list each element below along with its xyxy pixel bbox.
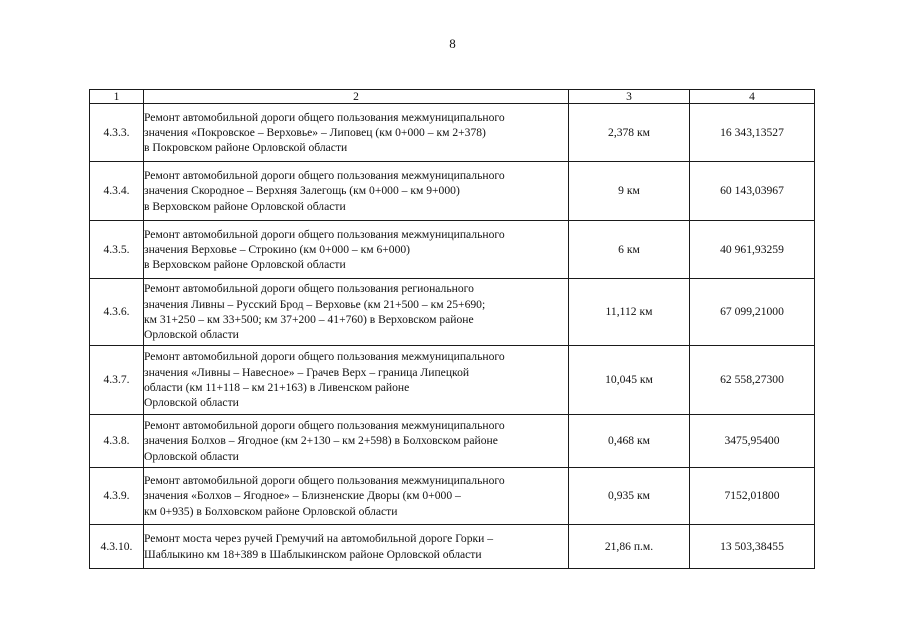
table-row bbox=[90, 468, 815, 525]
description-line: км 31+250 – км 33+500; км 37+200 – 41+760) в Верховском районе bbox=[144, 313, 474, 326]
description-line: в Покровском районе Орловской области bbox=[144, 141, 348, 155]
table-header-row bbox=[90, 90, 815, 104]
row-amount-cell: 60 143,03967 bbox=[690, 162, 815, 221]
row-quantity-cell: 11,112 км bbox=[569, 279, 690, 346]
description-line: области (км 11+118 – км 21+163) в Ливенском районе bbox=[144, 381, 410, 394]
row-quantity-cell: 21,86 п.м. bbox=[569, 525, 690, 569]
description-line: Ремонт автомобильной дороги общего пользования межмуниципального bbox=[144, 419, 505, 433]
description-line: Ремонт автомобильной дороги общего пользования межмуниципального bbox=[144, 474, 505, 488]
description-line: Орловской области bbox=[144, 328, 239, 342]
row-number-cell: 4.3.8. bbox=[90, 415, 144, 468]
description-line: значения «Ливны – Навесное» – Грачев Верх – граница Липецкой bbox=[144, 365, 470, 379]
table-row bbox=[90, 279, 815, 346]
row-number-cell: 4.3.6. bbox=[90, 279, 144, 346]
row-description-cell bbox=[144, 346, 569, 415]
table-row bbox=[90, 162, 815, 221]
row-number-cell: 4.3.9. bbox=[90, 468, 144, 525]
description-line: Ремонт автомобильной дороги общего пользования межмуниципального bbox=[144, 169, 505, 183]
description-line: значения «Покровское – Верховье» – Липовец (км 0+000 – км 2+378) bbox=[144, 125, 486, 139]
table-row bbox=[90, 525, 815, 569]
description-line: значения Верховье – Строкино (км 0+000 – км 6+000) bbox=[144, 242, 411, 256]
description-line: Шаблыкино км 18+389 в Шаблыкинском районе Орловской области bbox=[144, 547, 482, 561]
description-line: Орловской области bbox=[144, 449, 239, 463]
row-quantity-cell: 0,935 км bbox=[569, 468, 690, 525]
row-description-cell bbox=[144, 162, 569, 221]
row-number-cell: 4.3.4. bbox=[90, 162, 144, 221]
description-line: Ремонт автомобильной дороги общего пользования межмуниципального bbox=[144, 350, 505, 364]
row-amount-cell: 16 343,13527 bbox=[690, 104, 815, 162]
description-line: в Верховском районе Орловской области bbox=[144, 258, 346, 272]
table-row bbox=[90, 104, 815, 162]
table-row bbox=[90, 346, 815, 415]
header-cell-col4: 4 bbox=[690, 90, 815, 104]
row-quantity-cell: 10,045 км bbox=[569, 346, 690, 415]
page-number: 8 bbox=[449, 36, 456, 51]
description-line: значения Болхов – Ягодное (км 2+130 – км 2+598) в Болховском районе bbox=[144, 434, 498, 448]
description-line: в Верховском районе Орловской области bbox=[144, 199, 346, 213]
row-description-cell bbox=[144, 525, 569, 569]
row-amount-cell: 7152,01800 bbox=[690, 468, 815, 525]
row-amount-cell: 3475,95400 bbox=[690, 415, 815, 468]
row-description-cell bbox=[144, 468, 569, 525]
row-quantity-cell: 9 км bbox=[569, 162, 690, 221]
description-line: Ремонт моста через ручей Гремучий на автомобильной дороге Горки – bbox=[144, 532, 494, 546]
header-cell-col1: 1 bbox=[90, 90, 144, 104]
description-line: значения Скородное – Верхняя Залегощь (км 0+000 – км 9+000) bbox=[144, 184, 460, 198]
row-amount-cell: 40 961,93259 bbox=[690, 221, 815, 279]
description-line: значения Ливны – Русский Брод – Верховье (км 21+500 – км 25+690; bbox=[144, 297, 486, 311]
table-row bbox=[90, 221, 815, 279]
row-amount-cell: 13 503,38455 bbox=[690, 525, 815, 569]
row-number-cell: 4.3.5. bbox=[90, 221, 144, 279]
header-cell-col3: 3 bbox=[569, 90, 690, 104]
row-amount-cell: 67 099,21000 bbox=[690, 279, 815, 346]
row-description-cell bbox=[144, 279, 569, 346]
description-line: Ремонт автомобильной дороги общего пользования регионального bbox=[144, 282, 474, 296]
row-description-cell bbox=[144, 415, 569, 468]
row-description-cell bbox=[144, 104, 569, 162]
description-line: значения «Болхов – Ягодное» – Близненские Дворы (км 0+000 – bbox=[144, 489, 461, 503]
description-line: Ремонт автомобильной дороги общего пользования межмуниципального bbox=[144, 110, 505, 124]
description-line: км 0+935) в Болховском районе Орловской области bbox=[144, 504, 398, 518]
row-quantity-cell: 0,468 км bbox=[569, 415, 690, 468]
description-line: Орловской области bbox=[144, 396, 239, 410]
row-quantity-cell: 6 км bbox=[569, 221, 690, 279]
row-description-cell bbox=[144, 221, 569, 279]
row-number-cell: 4.3.3. bbox=[90, 104, 144, 162]
row-quantity-cell: 2,378 км bbox=[569, 104, 690, 162]
description-line: Ремонт автомобильной дороги общего пользования межмуниципального bbox=[144, 227, 505, 241]
row-number-cell: 4.3.7. bbox=[90, 346, 144, 415]
header-cell-col2: 2 bbox=[144, 90, 569, 104]
row-number-cell: 4.3.10. bbox=[90, 525, 144, 569]
table-row bbox=[90, 415, 815, 468]
works-table bbox=[89, 89, 815, 569]
row-amount-cell: 62 558,27300 bbox=[690, 346, 815, 415]
